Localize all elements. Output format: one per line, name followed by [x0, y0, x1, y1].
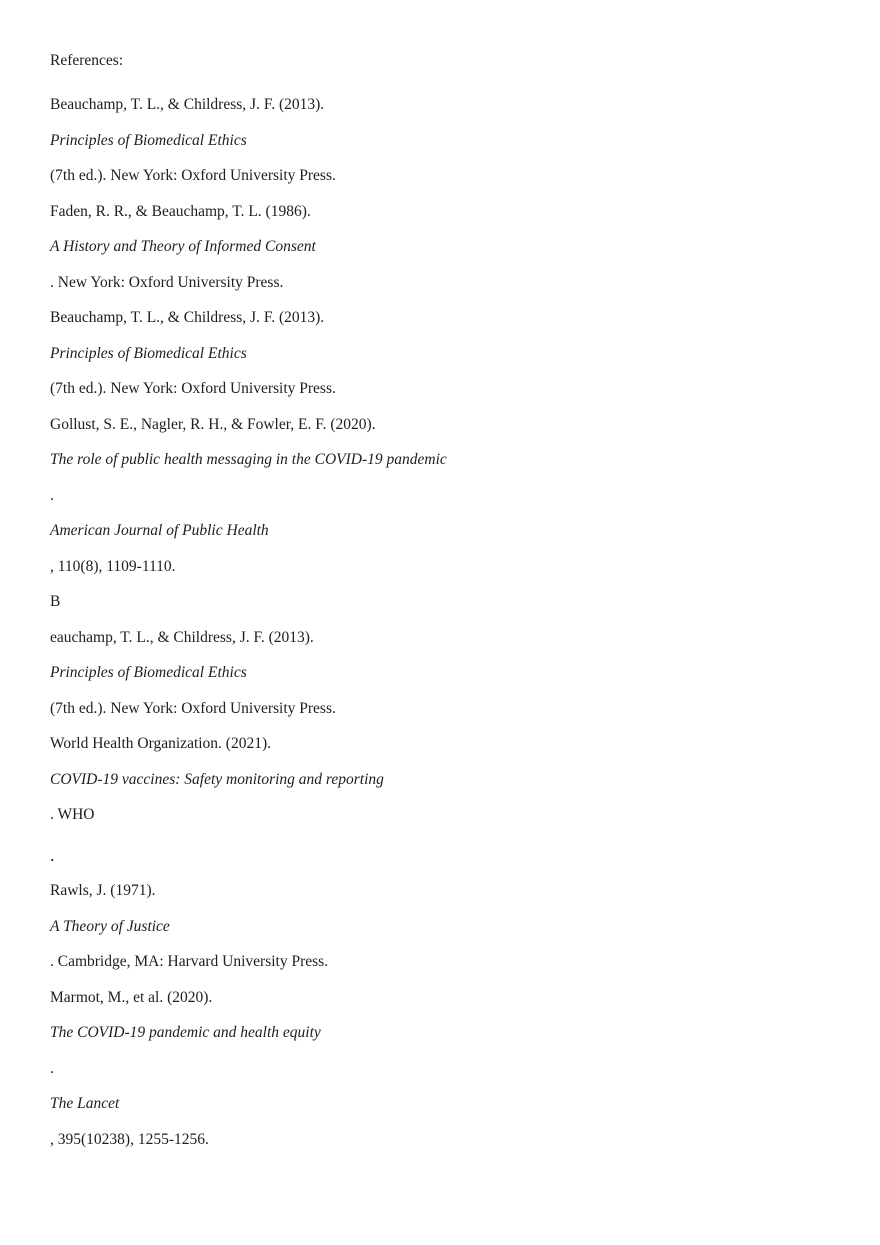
reference-line: .: [50, 844, 55, 865]
reference-line: World Health Organization. (2021).: [50, 735, 272, 752]
reference-line: Principles of Biomedical Ethics: [50, 131, 247, 149]
reference-line: American Journal of Public Health: [50, 522, 269, 539]
references-heading: References:: [50, 52, 124, 69]
reference-line: . Cambridge, MA: Harvard University Press.: [50, 953, 329, 970]
reference-line: The Lancet: [50, 1095, 120, 1112]
reference-line: The COVID-19 pandemic and health equity: [50, 1024, 321, 1041]
reference-line: . New York: Oxford University Press.: [50, 273, 284, 291]
reference-line: (7th ed.). New York: Oxford University Press.: [50, 699, 336, 717]
reference-line: .: [50, 486, 54, 504]
reference-line: Gollust, S. E., Nagler, R. H., & Fowler, E. F. (2020).: [50, 415, 376, 433]
reference-list: [50, 87, 447, 1157]
reference-line: .: [50, 1059, 54, 1077]
reference-line: Marmot, M., et al. (2020).: [50, 988, 213, 1006]
reference-line: , 395(10238), 1255-1256.: [50, 1130, 209, 1148]
reference-line: (7th ed.). New York: Oxford University Press.: [50, 167, 336, 184]
reference-line: B: [50, 593, 61, 610]
reference-line: . WHO: [50, 806, 95, 823]
reference-line: Beauchamp, T. L., & Childress, J. F. (2013).: [50, 96, 325, 113]
reference-line: The role of public health messaging in the COVID-19 pandemic: [50, 451, 447, 468]
reference-line: Rawls, J. (1971).: [50, 882, 156, 899]
reference-line: Principles of Biomedical Ethics: [50, 664, 247, 681]
reference-line: A Theory of Justice: [50, 917, 170, 935]
reference-line: Beauchamp, T. L., & Childress, J. F. (2013).: [50, 309, 325, 326]
reference-line: Principles of Biomedical Ethics: [50, 344, 247, 362]
reference-line: (7th ed.). New York: Oxford University Press.: [50, 380, 336, 397]
reference-line: , 110(8), 1109-1110.: [50, 557, 176, 575]
reference-line: eauchamp, T. L., & Childress, J. F. (2013).: [50, 628, 314, 646]
reference-line: COVID-19 vaccines: Safety monitoring and reporting: [50, 770, 384, 788]
reference-line: A History and Theory of Informed Consent: [50, 238, 316, 255]
reference-line: Faden, R. R., & Beauchamp, T. L. (1986).: [50, 202, 311, 220]
